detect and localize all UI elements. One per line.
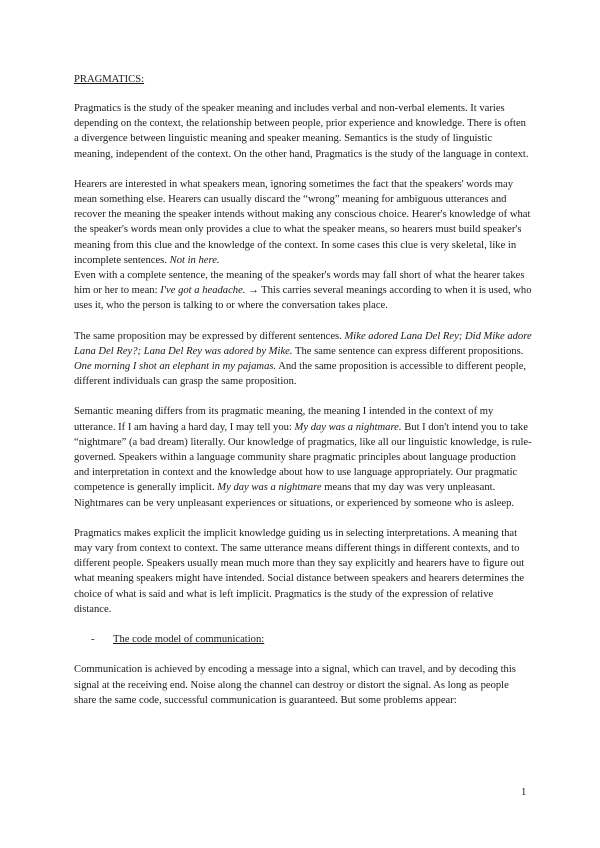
example-nightmare-1: My day was a nightmare. xyxy=(294,421,402,433)
paragraph-explicit-knowledge: Pragmatics makes explicit the implicit knowledge guiding us in selecting interpretations. A meaning that may vary from context to context. The same utterance means different things in different contexts, and to different people. Speakers usually mean much more than they say explicitly and hearers have to figure out what meaning speakers might have intended. Social distance between speakers and hearers determines the choice of what is said and what is left implicit. Pragmatics is the study of the expression of relative distance. xyxy=(74,527,525,615)
paragraph-proposition xyxy=(74,329,532,390)
section-heading-code-model xyxy=(91,632,532,647)
paragraph-semantic-meaning xyxy=(74,404,532,510)
example-nightmare-2: My day was a nightmare xyxy=(217,482,322,494)
example-headache: I've got a headache. xyxy=(160,285,246,297)
page-title: PRAGMATICS: xyxy=(74,74,145,85)
section-heading-text: The code model of communication: xyxy=(113,634,265,646)
example-elephant: One morning I shot an elephant in my pajamas. xyxy=(74,361,277,373)
paragraph-proposition-rest: And the same proposition is accessible to different people, different individuals can grasp the same proposition. xyxy=(74,361,527,388)
paragraph-complete-lead: Even with a complete sentence, the meaning of the speaker's words may fall short of what the hearer takes him or her to mean: xyxy=(74,270,525,297)
example-incomplete-sentence: Not in here. xyxy=(169,254,220,266)
page-number: 1 xyxy=(521,787,527,798)
paragraph-hearers-text: Hearers are interested in what speakers mean, ignoring sometimes the fact that the speakers' words may mean something else. Hearers can usually discard the “wrong” meaning for ambiguous utterances and recover the meaning the speaker intends without making any conscious choice. Hearer's knowledge of what the speaker's words mean only provides a clue to what the speaker means, so hearers must build speaker's meaning from this clue and the knowledge of the context. In some cases this clue is very skeletal, like in incomplete sentences. xyxy=(74,178,531,266)
paragraph-definition: Pragmatics is the study of the speaker meaning and includes verbal and non-verbal elements. It varies depending on the context, the relationship between people, prior experience and knowledge. There is often a divergence between linguistic meaning and speaker meaning. Semantics is the study of linguistic meaning, independent of the context. On the other hand, Pragmatics is the study of the language in context. xyxy=(74,103,529,160)
document-body xyxy=(74,101,532,723)
paragraph-hearers xyxy=(74,177,532,268)
paragraph-proposition-mid: The same sentence can express different propositions. xyxy=(294,345,524,357)
paragraph-complete-rest: → This carries several meanings according to when it is used, who uses it, who the person is talking to or where the conversation takes place. xyxy=(74,285,532,312)
paragraph-semantic-rest: means that my day was very unpleasant. Nightmares can be very unpleasant experiences or situations, or experienced by someone who is asleep. xyxy=(74,482,515,509)
paragraph-complete-sentence xyxy=(74,268,532,314)
bullet-dash: - xyxy=(91,634,95,646)
example-lana-del-rey: Mike adored Lana Del Rey; Did Mike adore Lana Del Rey?; Lana Del Rey was adored by Mike. xyxy=(74,330,532,357)
paragraph-communication: Communication is achieved by encoding a message into a signal, which can travel, and by decoding this signal at the receiving end. Noise along the channel can destroy or distort the signal. As long as people share the same code, successful communication is guaranteed. But some problems appear: xyxy=(74,664,516,706)
paragraph-semantic-lead: Semantic meaning differs from its pragmatic meaning, the meaning I intended in the context of my utterance. If I am having a hard day, I may tell you: xyxy=(74,406,494,433)
paragraph-proposition-lead: The same proposition may be expressed by different sentences. xyxy=(74,330,342,342)
paragraph-semantic-mid: But I don't intend you to take “nightmare” (a bad dream) literally. Our knowledge of pragmatics, like all our linguistic knowledge, is rule-governed. Speakers within a language community share pragmatic principles about language production and interpretation in context and the knowledge about how to use language appropriately. Our pragmatic competence is generally implicit. xyxy=(74,421,532,494)
